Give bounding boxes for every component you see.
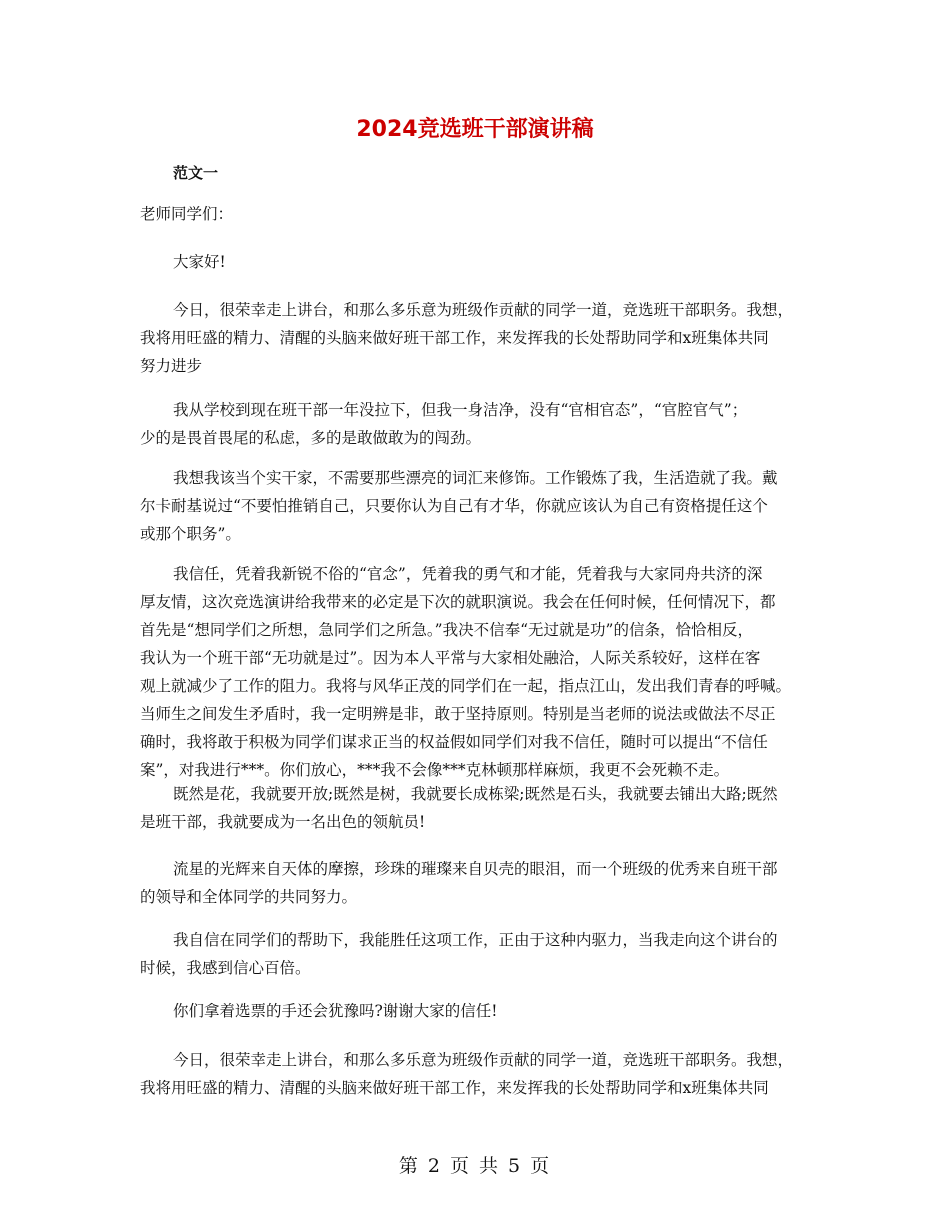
text-line: 我将用旺盛的精力、清醒的头脑来做好班干部工作，来发挥我的长处帮助同学和x班集体共同 — [140, 1079, 769, 1097]
text-line: 首先是“想同学们之所想，急同学们之所急。”我决不信奉“无过就是功”的信条，恰恰相反， — [140, 621, 753, 639]
text-line: 我想我该当个实干家，不需要那些漂亮的词汇来修饰。工作锻炼了我，生活造就了我。戴 — [173, 469, 778, 487]
body-paragraph — [140, 926, 815, 982]
text-line: 或那个职务”。 — [140, 525, 241, 543]
document-title: 2024竞选班干部演讲稿 — [356, 117, 594, 142]
text-line: 厚友情，这次竞选演讲给我带来的必定是下次的就职演说。我会在任何时候，任何情况下，都 — [140, 593, 776, 611]
text-line: 努力进步 — [140, 357, 203, 375]
body-paragraph — [140, 560, 815, 784]
section-heading: 范文一 — [173, 164, 219, 182]
text-line: 流星的光辉来自天体的摩擦，珍珠的璀璨来自贝壳的眼泪，而一个班级的优秀来自班干部 — [173, 860, 778, 878]
text-line: 确时，我将敢于积极为同学们谋求正当的权益假如同学们对我不信任，随时可以提出“不信任 — [140, 733, 768, 751]
text-line: 是班干部，我就要成为一名出色的领航员! — [140, 813, 426, 831]
text-line: 少的是畏首畏尾的私虑，多的是敢做敢为的闯劲。 — [140, 429, 482, 447]
text-line: 我认为一个班干部“无功就是过”。因为本人平常与大家相处融洽，人际关系较好，这样在客 — [140, 649, 761, 667]
text-line: 今日，很荣幸走上讲台，和那么多乐意为班级作贡献的同学一道，竞选班干部职务。我想， — [173, 301, 794, 319]
text-line: 观上就减少了工作的阻力。我将与风华正茂的同学们在一起，指点江山，发出我们青春的呼喊。 — [140, 677, 792, 695]
page-number-footer: 第 2 页 共 5 页 — [398, 1155, 552, 1177]
text-line: 案”，对我进行***。你们放心，***我不会像***克林顿那样麻烦，我更不会死赖不走。 — [140, 761, 730, 779]
greeting-paragraph — [140, 248, 815, 276]
text-line: 我信任，凭着我新锐不俗的“官念”，凭着我的勇气和才能，凭着我与大家同舟共济的深 — [173, 565, 763, 583]
text-line: 尔卡耐基说过“不要怕推销自己，只要你认为自己有才华，你就应该认为自己有资格提任这个 — [140, 497, 768, 515]
body-paragraph — [140, 1046, 815, 1102]
text-line: 的领导和全体同学的共同努力。 — [140, 888, 358, 906]
text-line: 当师生之间发生矛盾时，我一定明辨是非，敢于坚持原则。特别是当老师的说法或做法不尽正 — [140, 705, 776, 723]
text-line: 我将用旺盛的精力、清醒的头脑来做好班干部工作，来发挥我的长处帮助同学和x班集体共同 — [140, 329, 769, 347]
body-paragraph — [140, 997, 815, 1025]
text-line: 我自信在同学们的帮助下，我能胜任这项工作，正由于这种内驱力，当我走向这个讲台的 — [173, 931, 778, 949]
body-paragraph — [140, 296, 815, 380]
body-paragraph — [140, 396, 815, 452]
text-line: 你们拿着选票的手还会犹豫吗?谢谢大家的信任! — [173, 1002, 498, 1020]
text-line: 既然是花，我就要开放;既然是树，我就要长成栋梁;既然是石头，我就要去铺出大路;既然 — [173, 785, 778, 803]
text-line: 大家好! — [173, 253, 226, 271]
text-line: 今日，很荣幸走上讲台，和那么多乐意为班级作贡献的同学一道，竞选班干部职务。我想， — [173, 1051, 794, 1069]
body-paragraph — [140, 780, 815, 836]
text-line: 时候，我感到信心百倍。 — [140, 959, 311, 977]
body-paragraph — [140, 855, 815, 911]
salutation-paragraph — [140, 200, 815, 228]
text-line: 我从学校到现在班干部一年没拉下，但我一身洁净，没有“官相官态”，“官腔官气”； — [173, 401, 748, 419]
text-line: 老师同学们： — [140, 205, 234, 223]
body-paragraph — [140, 464, 815, 548]
